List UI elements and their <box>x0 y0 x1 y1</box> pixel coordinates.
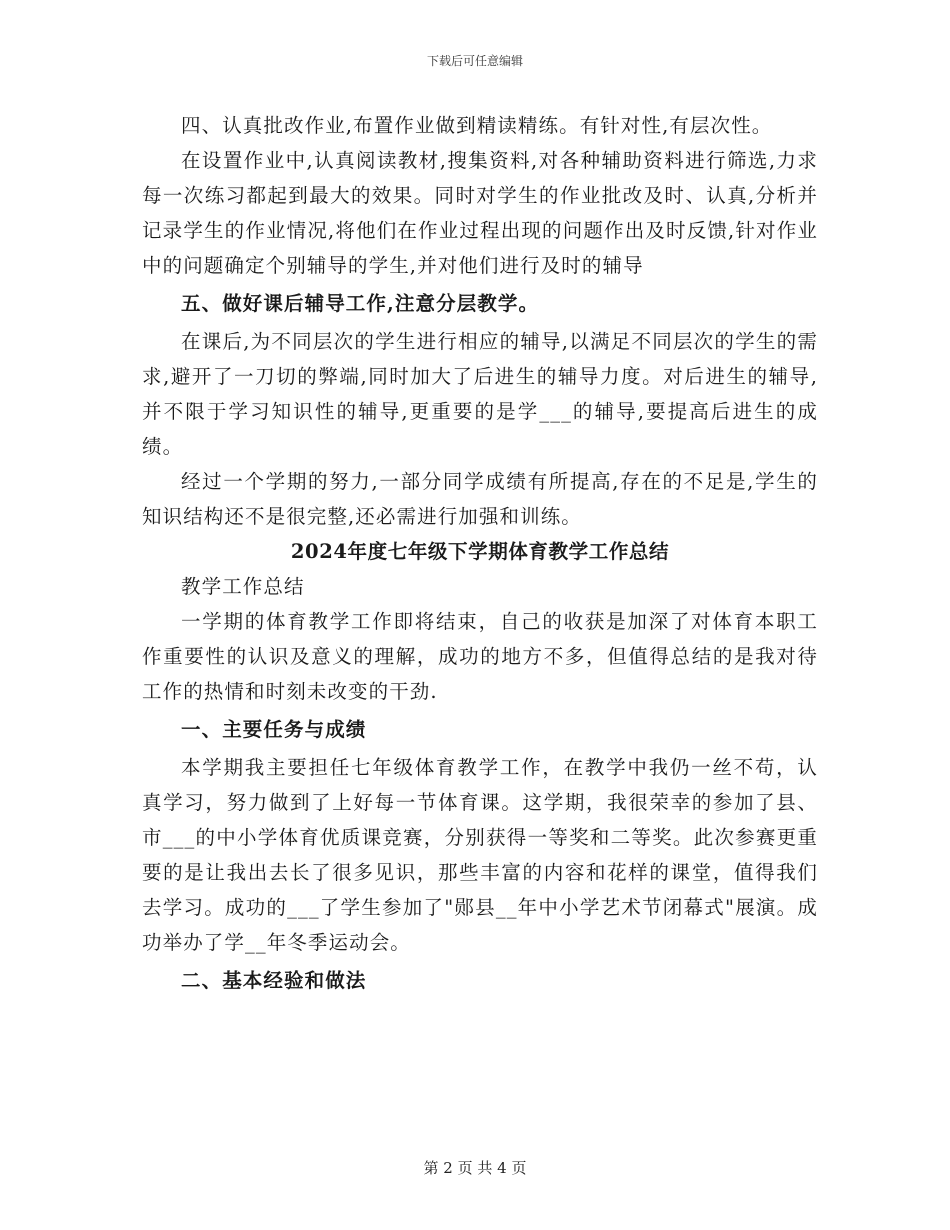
paragraph: 在设置作业中,认真阅读教材,搜集资料,对各种辅助资料进行筛选,力求每一次练习都起到最大的效果。同时对学生的作业批改及时、认真,分析并记录学生的作业情况,将他们在作业过程出现的问题作出及时反馈,针对作业中的问题确定个别辅导的学生,并对他们进行及时的辅导 <box>142 149 818 277</box>
document-body <box>142 108 818 1001</box>
paragraph: 一学期的体育教学工作即将结束，自己的收获是加深了对体育本职工作重要性的认识及意义的理解，成功的地方不多，但值得总结的是我对待工作的热情和时刻未改变的干劲. <box>142 610 818 703</box>
subtitle: 教学工作总结 <box>181 575 305 598</box>
paragraph: 在课后,为不同层次的学生进行相应的辅导,以满足不同层次的学生的需求,避开了一刀切的弊端,同时加大了后进生的辅导力度。对后进生的辅导,并不限于学习知识性的辅导,更重要的是学___的辅导,要提高后进生的成绩。 <box>142 330 818 458</box>
section-heading: 五、做好课后辅导工作,注意分层教学。 <box>181 292 540 315</box>
document-title: 2024年度七年级下学期体育教学工作总结 <box>290 540 670 563</box>
section-heading: 二、基本经验和做法 <box>181 969 367 992</box>
page-footer: 第 2 页 共 4 页 <box>423 1159 527 1177</box>
page-header: 下载后可任意编辑 <box>426 54 523 68</box>
paragraph: 四、认真批改作业,布置作业做到精读精练。有针对性,有层次性。 <box>181 114 773 137</box>
paragraph: 经过一个学期的努力,一部分同学成绩有所提高,存在的不足是,学生的知识结构还不是很完整,还必需进行加强和训练。 <box>142 470 818 528</box>
section-heading: 一、主要任务与成绩 <box>181 718 367 741</box>
paragraph: 本学期我主要担任七年级体育教学工作，在教学中我仍一丝不苟，认真学习，努力做到了上好每一节体育课。这学期，我很荣幸的参加了县、市___的中小学体育优质课竞赛，分别获得一等奖和二等奖。此次参赛更重要的是让我出去长了很多见识，那些丰富的内容和花样的课堂，值得我们去学习。成功的___了学生参加了"郧县__年中小学艺术节闭幕式"展演。成功举办了学__年冬季运动会。 <box>142 756 818 954</box>
